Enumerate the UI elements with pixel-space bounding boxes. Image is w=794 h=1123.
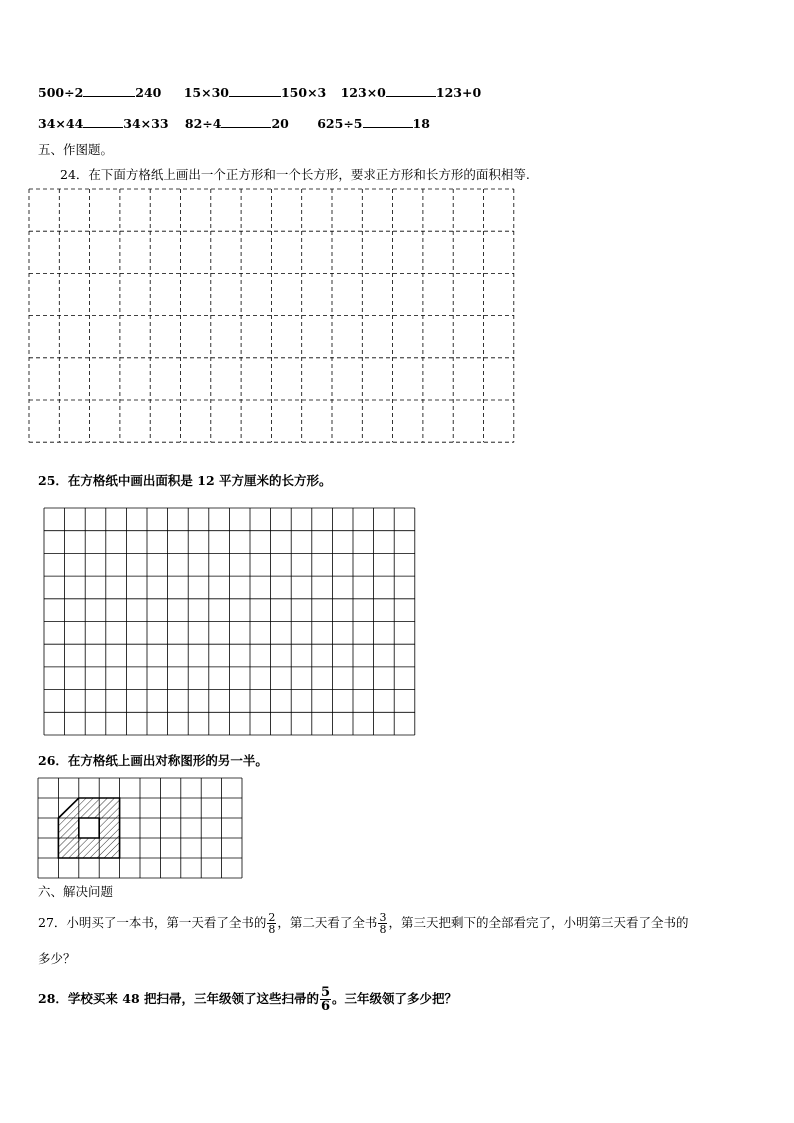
fraction-denominator: 8 xyxy=(379,923,387,936)
fraction-numerator: 5 xyxy=(321,985,331,1000)
compare-right: 150×3 xyxy=(280,85,327,100)
compare-left: 500÷2 xyxy=(38,85,84,100)
question-27-line-2: 多少？ xyxy=(38,951,76,966)
fraction xyxy=(267,912,276,935)
compare-left: 82÷4 xyxy=(184,116,222,131)
compare-right: 123+0 xyxy=(435,85,482,100)
q27-text-2: ，第二天看了全书 xyxy=(277,915,378,930)
q28-text-2: 。三年级领了多少把？ xyxy=(332,991,458,1006)
compare-right: 20 xyxy=(271,116,289,131)
fraction-denominator: 6 xyxy=(321,999,331,1014)
fraction-numerator: 3 xyxy=(379,911,387,924)
section-5-heading: 五、作图题。 xyxy=(38,142,114,157)
question-28 xyxy=(38,986,457,1013)
question-27 xyxy=(38,912,688,935)
compare-right: 240 xyxy=(135,85,162,100)
fraction xyxy=(320,986,331,1013)
question-25: 25．在方格纸中画出面积是 12 平方厘米的长方形。 xyxy=(38,473,332,488)
q27-text-3: ，第三天把剩下的全部看完了，小明第三天看了全书的 xyxy=(388,915,689,930)
compare-left: 15×30 xyxy=(183,85,229,100)
section-6-heading: 六、解决问题 xyxy=(38,884,114,899)
compare-left: 123×0 xyxy=(340,85,386,100)
symmetric-half-shape xyxy=(58,798,119,858)
compare-right: 34×33 xyxy=(123,116,169,131)
compare-right: 18 xyxy=(412,116,430,131)
compare-left: 34×44 xyxy=(38,116,84,131)
q28-text-1: 28．学校买来 48 把扫帚，三年级领了这些扫帚的 xyxy=(38,991,319,1006)
question-24: 24．在下面方格纸上画出一个正方形和一个长方形，要求正方形和长方形的面积相等. xyxy=(60,167,530,182)
compare-left: 625÷5 xyxy=(317,116,363,131)
fraction xyxy=(378,912,387,935)
q27-text-1: 27．小明买了一本书，第一天看了全书的 xyxy=(38,915,267,930)
question-26: 26．在方格纸上画出对称图形的另一半。 xyxy=(38,753,268,768)
fraction-numerator: 2 xyxy=(268,911,276,924)
fraction-denominator: 8 xyxy=(268,923,276,936)
